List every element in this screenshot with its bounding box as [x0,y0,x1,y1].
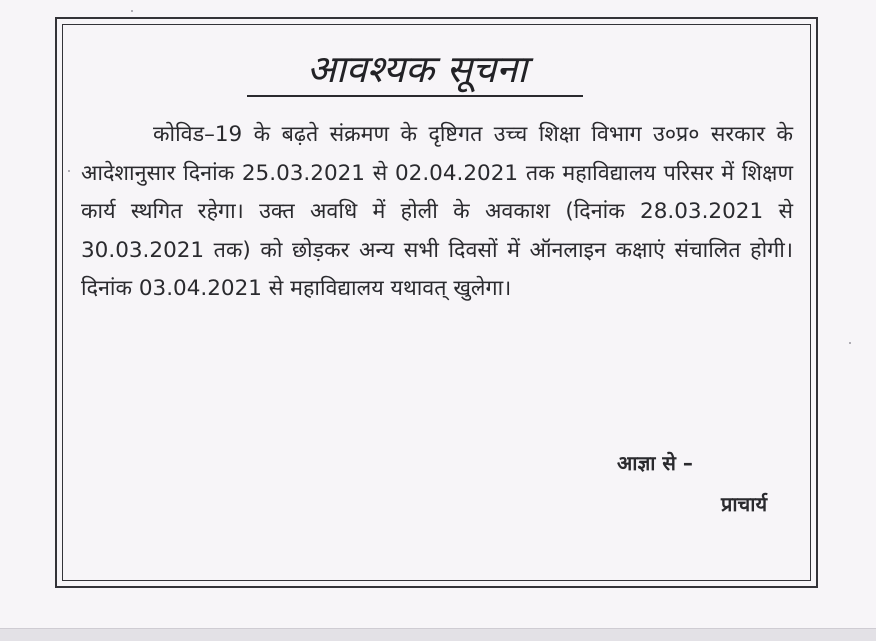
notice-title: आवश्यक सूचना [306,47,528,91]
scan-speck [849,342,851,344]
signature-by-order: आज्ञा से – [617,451,693,475]
paper-bottom-edge [0,628,876,641]
signature-principal: प्राचार्य [721,492,768,516]
scan-speck [131,10,133,12]
notice-body-text: कोविड–19 के बढ़ते संक्रमण के दृष्टिगत उच्च शिक्षा विभाग उ०प्र० सरकार के आदेशानुसार दिनांक 25.03.2021 से 02.04.2021 तक महाविद्यालय परिसर में शिक्षण कार्य स्थगित रहेगा। उक्त अवधि में होली के अवकाश (दिनांक 28.03.2021 से 30.03.2021 तक) को छोड़कर अन्य सभी दिवसों में ऑनलाइन कक्षाएं संचालित होगी। दिनांक 03.04.2021 से महाविद्यालय यथावत् खुलेगा। [81,122,793,301]
notice-border [55,17,818,588]
title-underline [247,95,583,97]
